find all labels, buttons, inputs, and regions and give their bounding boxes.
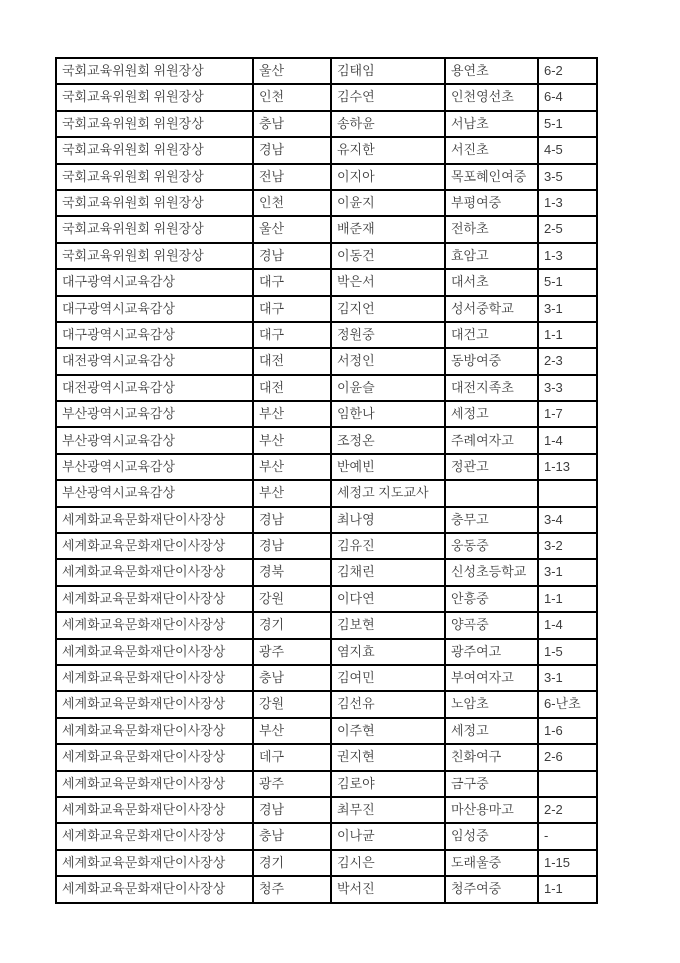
school-cell: 부평여중 bbox=[445, 190, 538, 216]
class-cell: 2-3 bbox=[538, 348, 597, 374]
region-cell: 경기 bbox=[253, 850, 331, 876]
table-row bbox=[56, 84, 597, 110]
table-row bbox=[56, 691, 597, 717]
region-cell: 전남 bbox=[253, 164, 331, 190]
class-cell bbox=[538, 771, 597, 797]
award-cell: 세계화교육문화재단이사장상 bbox=[56, 691, 253, 717]
region-cell: 강원 bbox=[253, 586, 331, 612]
school-cell: 목포혜인여중 bbox=[445, 164, 538, 190]
school-cell: 세정고 bbox=[445, 718, 538, 744]
name-cell: 김채린 bbox=[331, 559, 445, 585]
school-cell bbox=[445, 480, 538, 506]
school-cell: 양곡중 bbox=[445, 612, 538, 638]
school-cell: 도래울중 bbox=[445, 850, 538, 876]
school-cell: 웅동중 bbox=[445, 533, 538, 559]
region-cell: 인천 bbox=[253, 190, 331, 216]
class-cell: 1-13 bbox=[538, 454, 597, 480]
region-cell: 경남 bbox=[253, 243, 331, 269]
name-cell: 이주현 bbox=[331, 718, 445, 744]
region-cell: 울산 bbox=[253, 58, 331, 84]
table-row bbox=[56, 58, 597, 84]
region-cell: 경남 bbox=[253, 797, 331, 823]
region-cell: 충남 bbox=[253, 111, 331, 137]
school-cell: 서남초 bbox=[445, 111, 538, 137]
table-row bbox=[56, 744, 597, 770]
table-row bbox=[56, 427, 597, 453]
award-cell: 대전광역시교육감상 bbox=[56, 348, 253, 374]
name-cell: 이다연 bbox=[331, 586, 445, 612]
awards-table-body bbox=[56, 58, 597, 903]
table-row bbox=[56, 322, 597, 348]
class-cell: 6-4 bbox=[538, 84, 597, 110]
class-cell: 3-4 bbox=[538, 507, 597, 533]
award-cell: 세계화교육문화재단이사장상 bbox=[56, 718, 253, 744]
class-cell: 6-난초 bbox=[538, 691, 597, 717]
region-cell: 경남 bbox=[253, 137, 331, 163]
class-cell: 1-6 bbox=[538, 718, 597, 744]
table-row bbox=[56, 480, 597, 506]
class-cell: 2-6 bbox=[538, 744, 597, 770]
award-cell: 세계화교육문화재단이사장상 bbox=[56, 533, 253, 559]
table-row bbox=[56, 190, 597, 216]
region-cell: 부산 bbox=[253, 718, 331, 744]
class-cell: 3-2 bbox=[538, 533, 597, 559]
awards-table bbox=[55, 57, 598, 904]
award-cell: 세계화교육문화재단이사장상 bbox=[56, 586, 253, 612]
class-cell: 3-1 bbox=[538, 559, 597, 585]
class-cell: - bbox=[538, 823, 597, 849]
table-row bbox=[56, 454, 597, 480]
school-cell: 용연초 bbox=[445, 58, 538, 84]
region-cell: 인천 bbox=[253, 84, 331, 110]
school-cell: 서진초 bbox=[445, 137, 538, 163]
region-cell: 부산 bbox=[253, 454, 331, 480]
school-cell: 충무고 bbox=[445, 507, 538, 533]
class-cell: 1-4 bbox=[538, 612, 597, 638]
name-cell: 임한나 bbox=[331, 401, 445, 427]
class-cell: 5-1 bbox=[538, 111, 597, 137]
school-cell: 성서중학교 bbox=[445, 296, 538, 322]
name-cell: 김태임 bbox=[331, 58, 445, 84]
school-cell: 대건고 bbox=[445, 322, 538, 348]
name-cell: 이지아 bbox=[331, 164, 445, 190]
award-cell: 대전광역시교육감상 bbox=[56, 375, 253, 401]
region-cell: 충남 bbox=[253, 823, 331, 849]
award-cell: 부산광역시교육감상 bbox=[56, 401, 253, 427]
name-cell: 김로야 bbox=[331, 771, 445, 797]
region-cell: 대구 bbox=[253, 296, 331, 322]
award-cell: 대구광역시교육감상 bbox=[56, 296, 253, 322]
school-cell: 부여여자고 bbox=[445, 665, 538, 691]
table-row bbox=[56, 586, 597, 612]
school-cell: 친화여구 bbox=[445, 744, 538, 770]
name-cell: 반예빈 bbox=[331, 454, 445, 480]
table-row bbox=[56, 137, 597, 163]
name-cell: 이나균 bbox=[331, 823, 445, 849]
table-row bbox=[56, 375, 597, 401]
award-cell: 국회교육위원회 위원장상 bbox=[56, 243, 253, 269]
award-cell: 세계화교육문화재단이사장상 bbox=[56, 876, 253, 902]
name-cell: 박서진 bbox=[331, 876, 445, 902]
award-cell: 국회교육위원회 위원장상 bbox=[56, 137, 253, 163]
school-cell: 효암고 bbox=[445, 243, 538, 269]
school-cell: 청주여중 bbox=[445, 876, 538, 902]
award-cell: 부산광역시교육감상 bbox=[56, 454, 253, 480]
table-row bbox=[56, 164, 597, 190]
region-cell: 대전 bbox=[253, 348, 331, 374]
class-cell: 1-1 bbox=[538, 322, 597, 348]
school-cell: 세정고 bbox=[445, 401, 538, 427]
award-cell: 국회교육위원회 위원장상 bbox=[56, 111, 253, 137]
region-cell: 부산 bbox=[253, 480, 331, 506]
table-row bbox=[56, 823, 597, 849]
class-cell bbox=[538, 480, 597, 506]
class-cell: 3-1 bbox=[538, 665, 597, 691]
name-cell: 이윤지 bbox=[331, 190, 445, 216]
class-cell: 1-3 bbox=[538, 190, 597, 216]
school-cell: 임성중 bbox=[445, 823, 538, 849]
name-cell: 이동건 bbox=[331, 243, 445, 269]
region-cell: 광주 bbox=[253, 771, 331, 797]
table-row bbox=[56, 665, 597, 691]
name-cell: 세정고 지도교사 bbox=[331, 480, 445, 506]
region-cell: 광주 bbox=[253, 639, 331, 665]
region-cell: 경남 bbox=[253, 533, 331, 559]
class-cell: 1-3 bbox=[538, 243, 597, 269]
class-cell: 1-5 bbox=[538, 639, 597, 665]
award-cell: 부산광역시교육감상 bbox=[56, 480, 253, 506]
region-cell: 부산 bbox=[253, 427, 331, 453]
table-row bbox=[56, 797, 597, 823]
name-cell: 정원중 bbox=[331, 322, 445, 348]
region-cell: 울산 bbox=[253, 216, 331, 242]
school-cell: 인천영선초 bbox=[445, 84, 538, 110]
table-row bbox=[56, 269, 597, 295]
award-cell: 세계화교육문화재단이사장상 bbox=[56, 559, 253, 585]
class-cell: 1-7 bbox=[538, 401, 597, 427]
award-cell: 세계화교육문화재단이사장상 bbox=[56, 850, 253, 876]
award-cell: 세계화교육문화재단이사장상 bbox=[56, 771, 253, 797]
class-cell: 3-5 bbox=[538, 164, 597, 190]
name-cell: 유지한 bbox=[331, 137, 445, 163]
award-cell: 국회교육위원회 위원장상 bbox=[56, 58, 253, 84]
name-cell: 이윤슬 bbox=[331, 375, 445, 401]
class-cell: 1-1 bbox=[538, 586, 597, 612]
award-cell: 세계화교육문화재단이사장상 bbox=[56, 665, 253, 691]
school-cell: 동방여중 bbox=[445, 348, 538, 374]
table-row bbox=[56, 348, 597, 374]
region-cell: 대전 bbox=[253, 375, 331, 401]
name-cell: 배준재 bbox=[331, 216, 445, 242]
name-cell: 김선유 bbox=[331, 691, 445, 717]
award-cell: 세계화교육문화재단이사장상 bbox=[56, 507, 253, 533]
class-cell: 2-5 bbox=[538, 216, 597, 242]
region-cell: 청주 bbox=[253, 876, 331, 902]
table-row bbox=[56, 296, 597, 322]
school-cell: 마산용마고 bbox=[445, 797, 538, 823]
name-cell: 김시은 bbox=[331, 850, 445, 876]
award-cell: 세계화교육문화재단이사장상 bbox=[56, 823, 253, 849]
region-cell: 대구 bbox=[253, 322, 331, 348]
name-cell: 최무진 bbox=[331, 797, 445, 823]
region-cell: 대구 bbox=[253, 269, 331, 295]
class-cell: 4-5 bbox=[538, 137, 597, 163]
class-cell: 1-15 bbox=[538, 850, 597, 876]
award-cell: 국회교육위원회 위원장상 bbox=[56, 164, 253, 190]
name-cell: 김보현 bbox=[331, 612, 445, 638]
region-cell: 부산 bbox=[253, 401, 331, 427]
table-row bbox=[56, 216, 597, 242]
class-cell: 2-2 bbox=[538, 797, 597, 823]
award-cell: 세계화교육문화재단이사장상 bbox=[56, 639, 253, 665]
table-row bbox=[56, 639, 597, 665]
award-cell: 국회교육위원회 위원장상 bbox=[56, 84, 253, 110]
class-cell: 6-2 bbox=[538, 58, 597, 84]
table-row bbox=[56, 559, 597, 585]
award-cell: 부산광역시교육감상 bbox=[56, 427, 253, 453]
name-cell: 김여민 bbox=[331, 665, 445, 691]
region-cell: 데구 bbox=[253, 744, 331, 770]
school-cell: 대전지족초 bbox=[445, 375, 538, 401]
award-cell: 대구광역시교육감상 bbox=[56, 322, 253, 348]
award-cell: 국회교육위원회 위원장상 bbox=[56, 190, 253, 216]
school-cell: 대서초 bbox=[445, 269, 538, 295]
name-cell: 권지현 bbox=[331, 744, 445, 770]
name-cell: 염지효 bbox=[331, 639, 445, 665]
name-cell: 조정온 bbox=[331, 427, 445, 453]
name-cell: 서정인 bbox=[331, 348, 445, 374]
school-cell: 금구중 bbox=[445, 771, 538, 797]
name-cell: 김수연 bbox=[331, 84, 445, 110]
table-row bbox=[56, 876, 597, 902]
class-cell: 3-3 bbox=[538, 375, 597, 401]
table-row bbox=[56, 850, 597, 876]
name-cell: 김지언 bbox=[331, 296, 445, 322]
table-row bbox=[56, 243, 597, 269]
award-cell: 국회교육위원회 위원장상 bbox=[56, 216, 253, 242]
table-row bbox=[56, 718, 597, 744]
school-cell: 주례여자고 bbox=[445, 427, 538, 453]
name-cell: 박은서 bbox=[331, 269, 445, 295]
region-cell: 강원 bbox=[253, 691, 331, 717]
school-cell: 정관고 bbox=[445, 454, 538, 480]
name-cell: 송하윤 bbox=[331, 111, 445, 137]
table-row bbox=[56, 401, 597, 427]
school-cell: 광주여고 bbox=[445, 639, 538, 665]
award-cell: 대구광역시교육감상 bbox=[56, 269, 253, 295]
award-cell: 세계화교육문화재단이사장상 bbox=[56, 744, 253, 770]
award-cell: 세계화교육문화재단이사장상 bbox=[56, 797, 253, 823]
school-cell: 노암초 bbox=[445, 691, 538, 717]
name-cell: 최나영 bbox=[331, 507, 445, 533]
table-row bbox=[56, 612, 597, 638]
table-row bbox=[56, 507, 597, 533]
school-cell: 안흥중 bbox=[445, 586, 538, 612]
school-cell: 신성초등학교 bbox=[445, 559, 538, 585]
class-cell: 1-4 bbox=[538, 427, 597, 453]
table-row bbox=[56, 771, 597, 797]
region-cell: 충남 bbox=[253, 665, 331, 691]
class-cell: 5-1 bbox=[538, 269, 597, 295]
region-cell: 경북 bbox=[253, 559, 331, 585]
region-cell: 경기 bbox=[253, 612, 331, 638]
table-row bbox=[56, 533, 597, 559]
class-cell: 3-1 bbox=[538, 296, 597, 322]
class-cell: 1-1 bbox=[538, 876, 597, 902]
region-cell: 경남 bbox=[253, 507, 331, 533]
name-cell: 김유진 bbox=[331, 533, 445, 559]
table-row bbox=[56, 111, 597, 137]
school-cell: 전하초 bbox=[445, 216, 538, 242]
award-cell: 세계화교육문화재단이사장상 bbox=[56, 612, 253, 638]
